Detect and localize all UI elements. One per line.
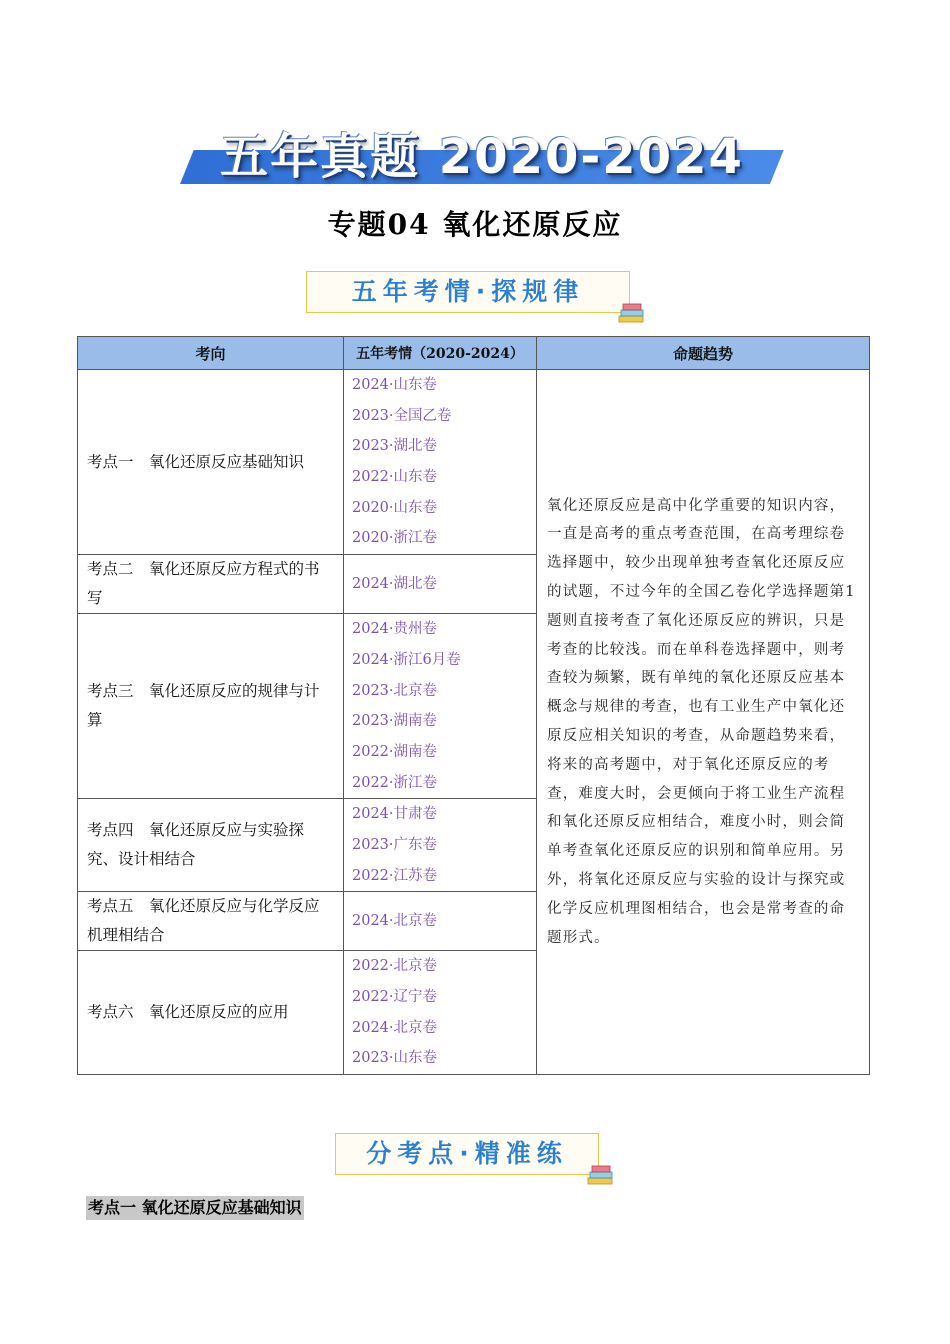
section-tag-practice: [335, 1133, 599, 1175]
section-tag-trends: [306, 271, 630, 313]
papers-cell: [344, 614, 537, 799]
paper-item: 2020·山东卷: [352, 499, 438, 516]
topic-cell: 考点三 氧化还原反应的规律与计算: [78, 614, 344, 799]
paper-item: 2022·山东卷: [352, 469, 438, 486]
table-row: [78, 370, 870, 555]
papers-cell: [344, 799, 537, 892]
papers-cell: [344, 370, 537, 555]
paper-item: 2024·北京卷: [352, 912, 438, 929]
paper-item: 2024·山东卷: [352, 377, 438, 393]
topic-cell: 考点四 氧化还原反应与实验探究、设计相结合: [78, 799, 344, 892]
topic-cell: 考点六 氧化还原反应的应用: [78, 951, 344, 1075]
header-five-year: 五年考情（2020-2024）: [344, 337, 537, 370]
paper-item: 2024·湖北卷: [352, 575, 438, 592]
section-tag-label: 分考点·精准练: [366, 1139, 568, 1168]
section-heading: 考点一 氧化还原反应基础知识: [86, 1196, 304, 1220]
topic-subtitle: 专题04 氧化还原反应: [327, 208, 623, 241]
table-header-row: [78, 337, 870, 370]
papers-cell: [344, 892, 537, 951]
paper-item: 2022·北京卷: [352, 958, 438, 975]
paper-item: 2022·辽宁卷: [352, 989, 438, 1005]
paper-item: 2023·湖南卷: [352, 713, 438, 730]
paper-item: 2023·全国乙卷: [352, 407, 452, 424]
books-icon: [617, 302, 647, 324]
paper-item: 2024·北京卷: [352, 1019, 438, 1036]
header-trend: 命题趋势: [537, 337, 870, 370]
papers-cell: [344, 951, 537, 1075]
paper-item: 2024·浙江6月卷: [352, 651, 461, 668]
books-icon: [586, 1164, 616, 1186]
papers-cell: [344, 555, 537, 614]
paper-item: 2023·湖北卷: [352, 438, 438, 455]
trend-cell: 氧化还原反应是高中化学重要的知识内容，一直是高考的重点考查范围，在高考理综卷选择题中，较少出现单独考查氧化还原反应的试题，不过今年的全国乙卷化学选择题第1题则直接考查了氧化还原反应的辨识，只是考查的比较浅。而在单科卷选择题中，则考查较为频繁，既有单纯的氧化还原反应基本概念与规律的考查，也有工业生产中氧化还原反应相关知识的考查，从命题趋势来看，将来的高考题中，对于氧化还原反应的考查，难度大时，会更倾向于将工业生产流程和氧化还原反应相结合，难度小时，则会简单考查氧化还原反应的识别和简单应用。另外，将氧化还原反应与实验的设计与探究或化学反应机理图相结合，也会是常考查的命题形式。: [537, 370, 870, 1075]
paper-item: 2024·贵州卷: [352, 621, 438, 638]
exam-overview-table: [77, 336, 870, 1075]
paper-item: 2023·北京卷: [352, 682, 438, 699]
section-tag-label: 五年考情·探规律: [351, 277, 585, 306]
paper-item: 2023·广东卷: [352, 836, 438, 853]
paper-item: 2022·湖南卷: [352, 743, 438, 760]
paper-item: 2023·山东卷: [352, 1050, 438, 1067]
paper-item: 2022·浙江卷: [352, 774, 438, 791]
topic-cell: 考点一 氧化还原反应基础知识: [78, 370, 344, 555]
paper-item: 2024·甘肃卷: [352, 806, 438, 823]
banner-title: 五年真题 2020-2024: [220, 129, 744, 185]
paper-item: 2020·浙江卷: [352, 530, 438, 547]
paper-item: 2022·江苏卷: [352, 867, 438, 884]
topic-cell: 考点二 氧化还原反应方程式的书写: [78, 555, 344, 614]
header-direction: 考向: [78, 337, 344, 370]
topic-cell: 考点五 氧化还原反应与化学反应机理相结合: [78, 892, 344, 951]
title-banner: [180, 118, 770, 186]
